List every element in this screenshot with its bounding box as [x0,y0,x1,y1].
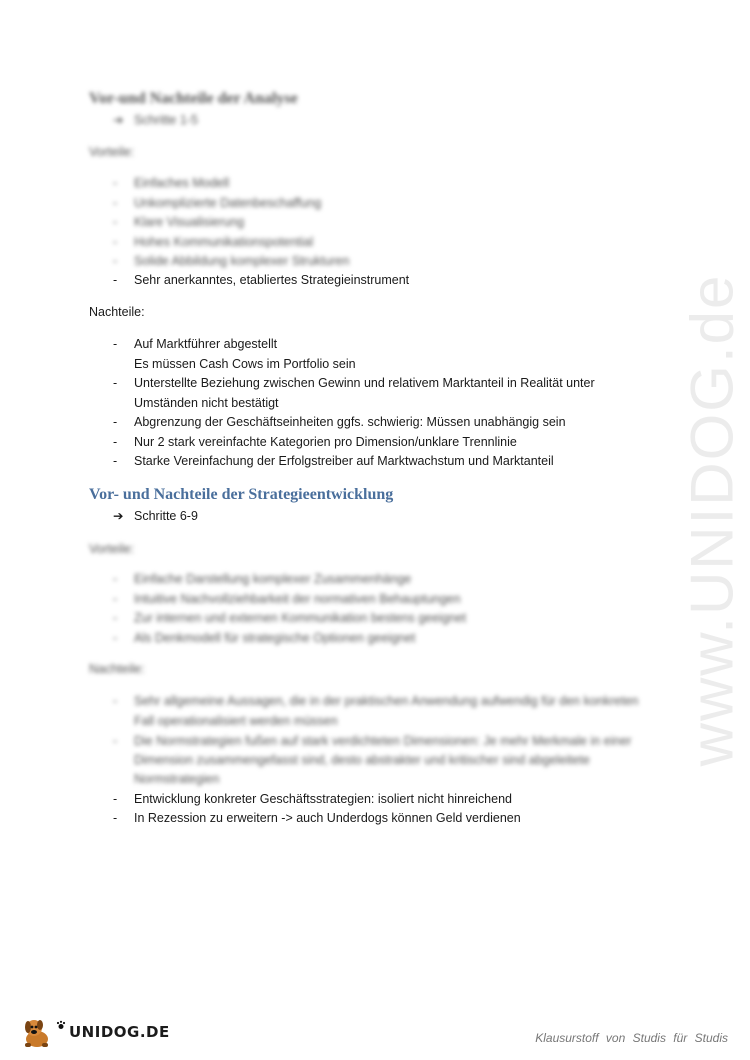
list-item-continuation: Dimension zusammengefasst sind, desto abstrakter und kritischer sind abgeleitete [134,753,590,767]
paw-icon [56,1020,66,1030]
list-item: - Sehr allgemeine Aussagen, die in der praktischen Anwendung aufwendig für den konkreten [113,694,639,708]
list-item-continuation: Normstrategien [134,772,220,786]
list-item: - In Rezession zu erweitern -> auch Underdogs können Geld verdienen [113,811,521,825]
list-item: - Solide Abbildung komplexer Strukturen [113,254,350,268]
list-item: - Intuitive Nachvollziehbarkeit der normativen Behauptungen [113,592,461,606]
section1-nachteile-label: Nachteile: [89,305,145,319]
logo-text: UNIDOG.DE [69,1023,170,1041]
right-arrow-icon: ➔ [113,509,124,523]
list-item: - Hohes Kommunikationspotential [113,235,314,249]
list-item: - Starke Vereinfachung der Erfolgstreiber auf Marktwachstum und Marktanteil [113,454,554,468]
list-item: - Die Normstrategien fußen auf stark verdichteten Dimensionen: Je mehr Merkmale in einer [113,734,632,748]
section1-vorteile-label: Vorteile: [89,145,135,159]
list-item-continuation: Umständen nicht bestätigt [134,396,279,410]
right-arrow-icon: ➔ [113,113,124,127]
list-item: - Nur 2 stark vereinfachte Kategorien pro Dimension/unklare Trennlinie [113,435,517,449]
list-item: - Einfache Darstellung komplexer Zusammenhänge [113,572,412,586]
list-item: - Als Denkmodell für strategische Optionen geeignet [113,631,416,645]
list-item: - Abgrenzung der Geschäftseinheiten ggfs. schwierig: Müssen unabhängig sein [113,415,566,429]
section2-steps: ➔ Schritte 6-9 [113,509,198,523]
list-item-continuation: Es müssen Cash Cows im Portfolio sein [134,357,356,371]
list-item: - Entwicklung konkreter Geschäftsstrategien: isoliert nicht hinreichend [113,792,512,806]
list-item: - Auf Marktführer abgestellt [113,337,278,351]
unidog-logo[interactable] [20,1014,170,1050]
watermark: www.UNIDOG.de [678,273,746,767]
footer-tagline: Klausurstoff von Studis für Studis [535,1031,728,1045]
section2-nachteile-label: Nachteile: [89,662,145,676]
section1-heading: Vor-und Nachteile der Analyse [89,90,298,107]
section2-vorteile-label: Vorteile: [89,542,135,556]
list-item: - Klare Visualisierung [113,215,245,229]
section2-heading: Vor- und Nachteile der Strategieentwicklung [89,486,394,503]
list-item: - Sehr anerkanntes, etabliertes Strategieinstrument [113,273,410,287]
list-item-continuation: Fall operationalisiert werden müssen [134,714,338,728]
section1-steps: ➔ Schritte 1-5 [113,113,198,127]
list-item: - Zur internen und externen Kommunikation bestens geeignet [113,611,467,625]
list-item: - Unterstellte Beziehung zwischen Gewinn und relativem Marktanteil in Realität unter [113,376,595,390]
dog-mascot-icon [20,1015,54,1049]
list-item: - Einfaches Modell [113,176,230,190]
list-item: - Unkomplizierte Datenbeschaffung [113,196,322,210]
